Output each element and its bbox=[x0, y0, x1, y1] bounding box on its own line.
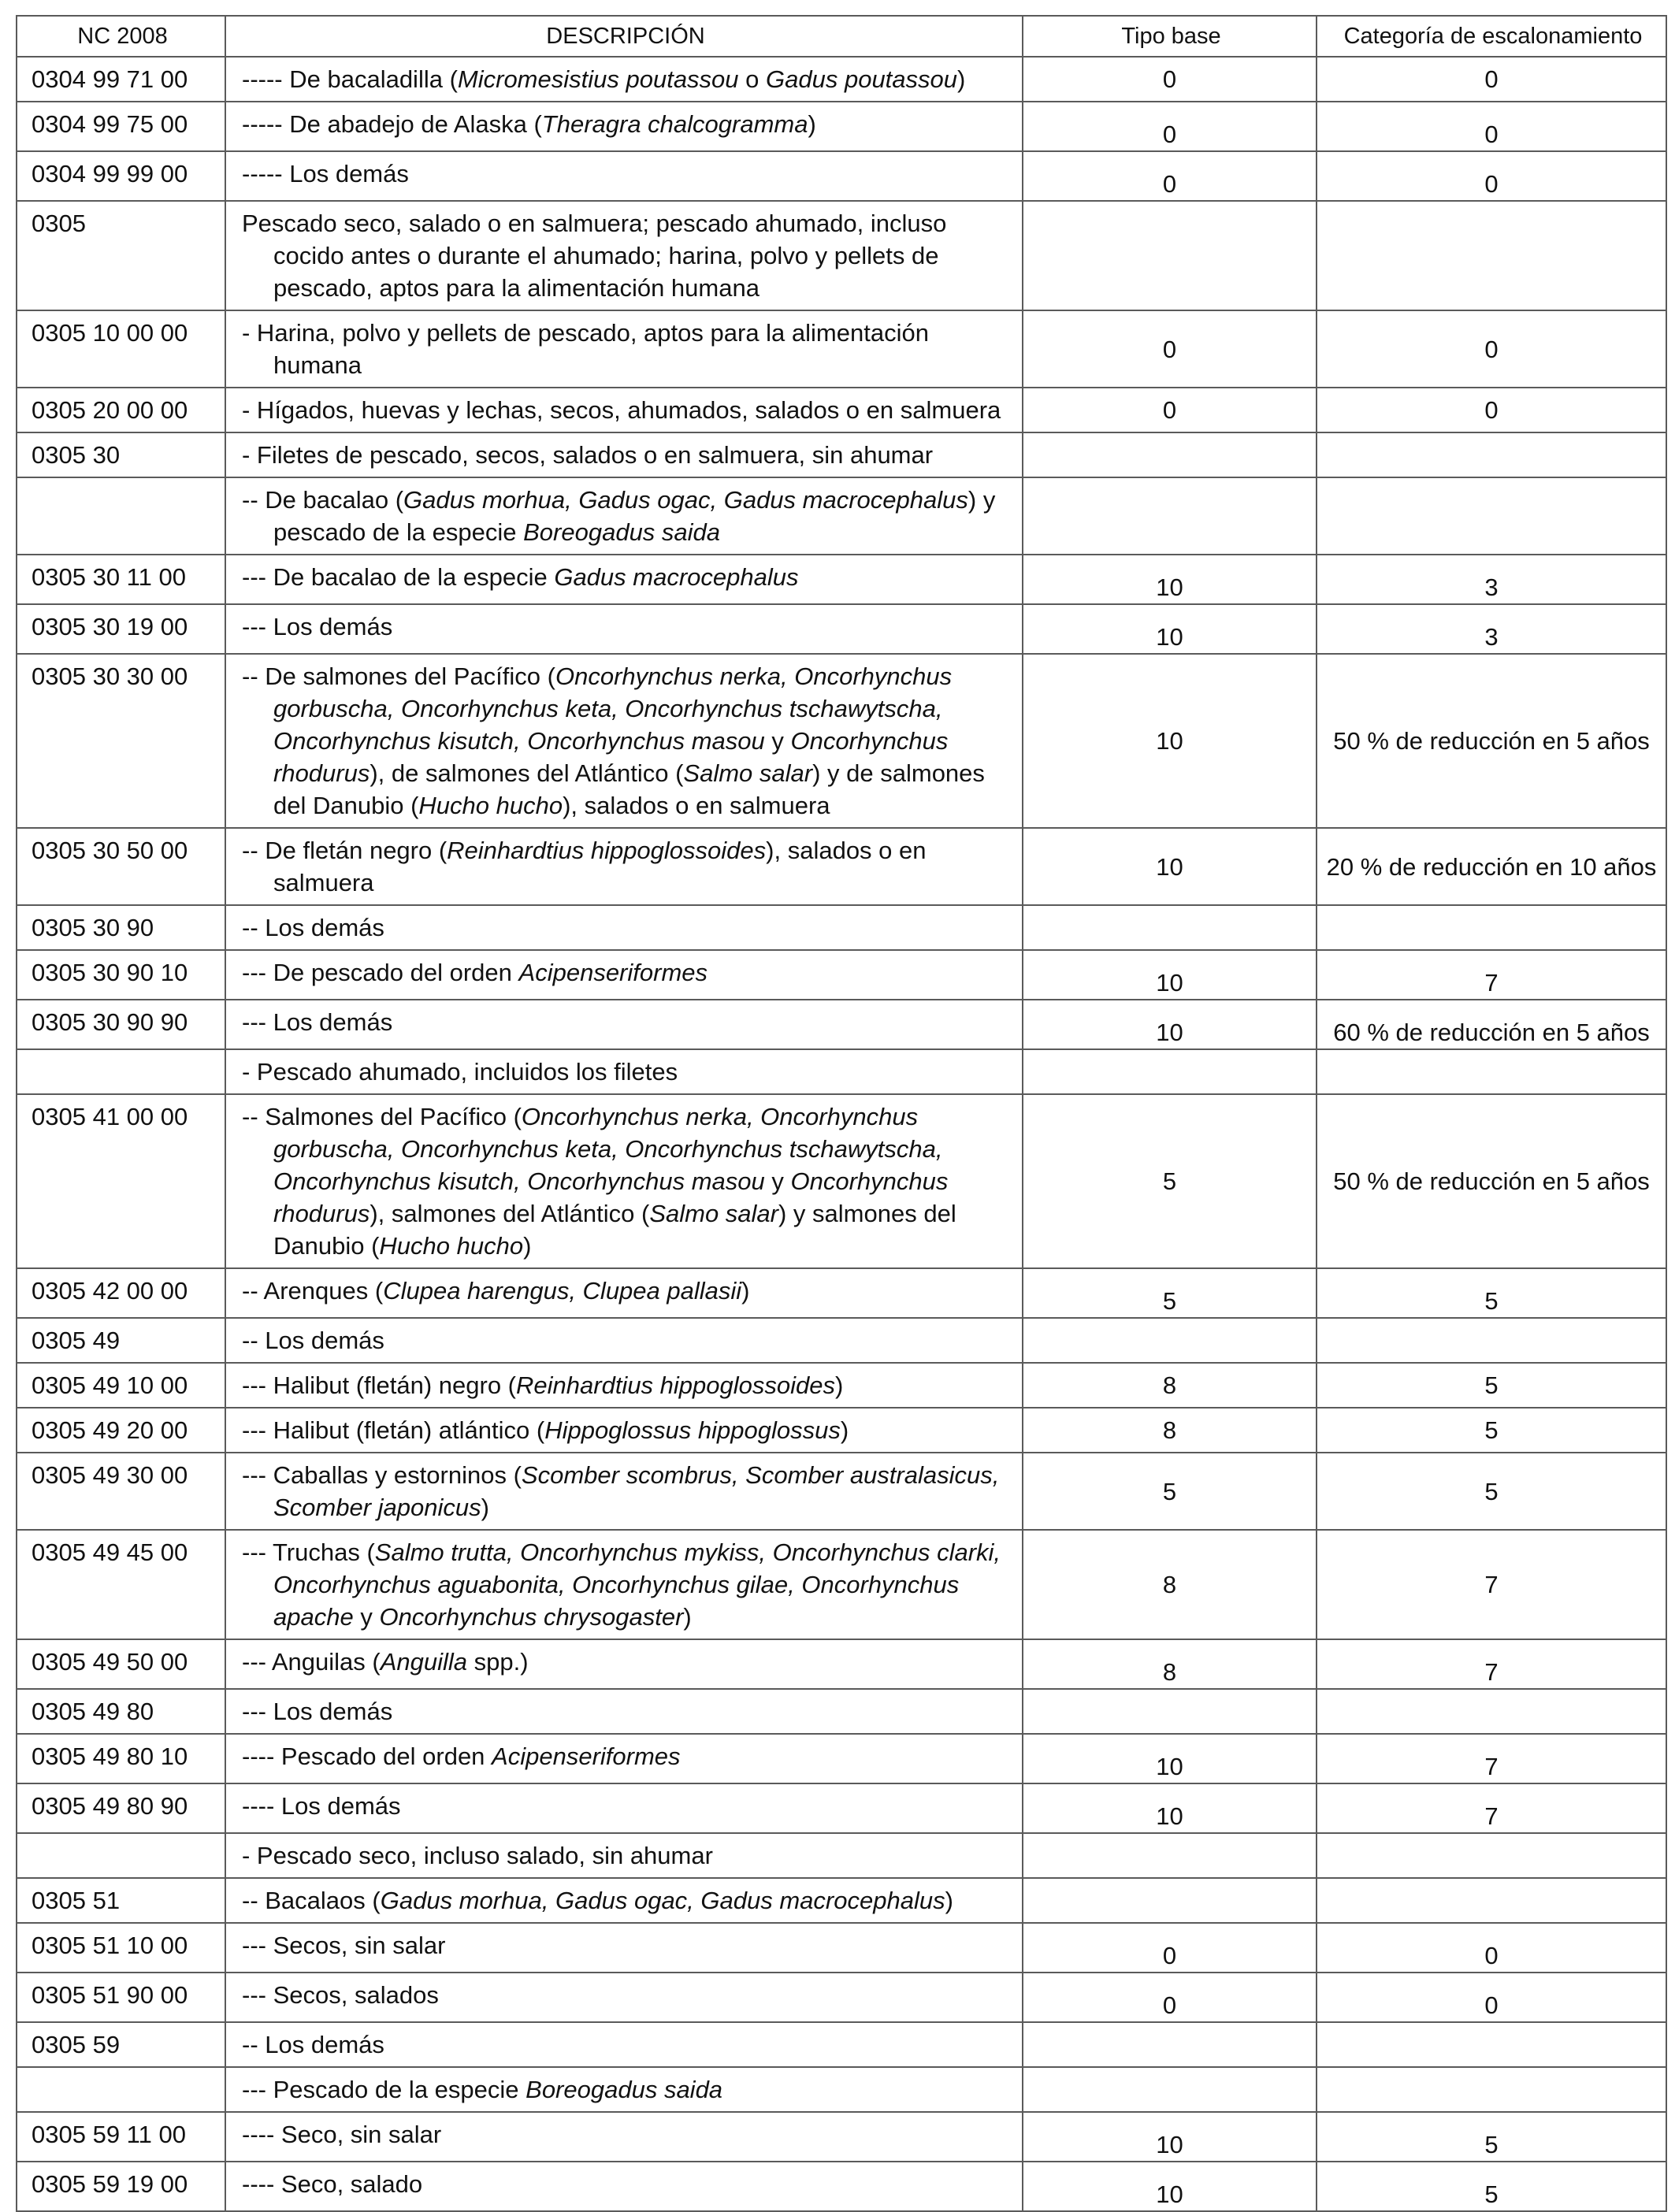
table-row bbox=[17, 432, 1666, 477]
description-cell bbox=[225, 1973, 1023, 2022]
description-cell bbox=[225, 604, 1023, 654]
staging-category-cell bbox=[1317, 2022, 1666, 2067]
description-segment: -- Los demás bbox=[242, 1327, 384, 1354]
species-name: Reinhardtius hippoglossoides bbox=[447, 837, 767, 864]
nc-code-cell: 0305 30 11 00 bbox=[17, 555, 225, 604]
description-cell bbox=[225, 2112, 1023, 2162]
nc-code-cell: 0305 49 80 bbox=[17, 1689, 225, 1734]
table-row bbox=[17, 1530, 1666, 1639]
description-text bbox=[242, 158, 1011, 190]
base-rate-cell: 10 bbox=[1023, 1783, 1317, 1833]
description-text bbox=[242, 1536, 1011, 1633]
table-row bbox=[17, 1734, 1666, 1783]
description-segment: --- De pescado del orden bbox=[242, 959, 519, 986]
table-row bbox=[17, 1000, 1666, 1049]
header-description: DESCRIPCIÓN bbox=[225, 16, 1023, 57]
nc-code-cell: 0305 bbox=[17, 201, 225, 310]
nc-code-cell: 0305 49 80 10 bbox=[17, 1734, 225, 1783]
description-cell bbox=[225, 2022, 1023, 2067]
table-header-row bbox=[17, 16, 1666, 57]
description-segment: -- Bacalaos ( bbox=[242, 1887, 381, 1914]
nc-code-cell: 0305 30 90 10 bbox=[17, 950, 225, 1000]
staging-category-cell: 5 bbox=[1317, 1453, 1666, 1530]
description-text bbox=[242, 1100, 1011, 1262]
description-text bbox=[242, 317, 1011, 381]
species-name: Theragra chalcogramma bbox=[541, 110, 808, 138]
nc-code-cell: 0305 30 50 00 bbox=[17, 828, 225, 905]
description-cell bbox=[225, 151, 1023, 201]
species-name: Boreogadus saida bbox=[523, 518, 721, 546]
species-name: Gadus poutassou bbox=[766, 65, 958, 93]
table-row bbox=[17, 1878, 1666, 1923]
base-rate-cell bbox=[1023, 2022, 1317, 2067]
species-name: Oncorhynchus chrysogaster bbox=[379, 1603, 684, 1631]
nc-code-cell: 0305 49 30 00 bbox=[17, 1453, 225, 1530]
description-text bbox=[242, 1006, 1011, 1038]
description-text bbox=[242, 1369, 1011, 1401]
description-segment: -- De salmones del Pacífico ( bbox=[242, 662, 555, 690]
description-segment: --- De bacalao de la especie bbox=[242, 563, 555, 591]
description-cell bbox=[225, 1530, 1023, 1639]
table-row bbox=[17, 950, 1666, 1000]
header-nc: NC 2008 bbox=[17, 16, 225, 57]
staging-category-cell bbox=[1317, 477, 1666, 555]
description-text bbox=[242, 611, 1011, 643]
staging-category-cell: 0 bbox=[1317, 57, 1666, 102]
base-rate-cell: 10 bbox=[1023, 555, 1317, 604]
description-segment: ---- Los demás bbox=[242, 1792, 401, 1820]
description-segment: -- De fletán negro ( bbox=[242, 837, 448, 864]
staging-category-cell bbox=[1317, 905, 1666, 950]
base-rate-cell: 5 bbox=[1023, 1094, 1317, 1268]
description-text bbox=[242, 1056, 1011, 1088]
description-cell bbox=[225, 1833, 1023, 1878]
description-segment: ) bbox=[808, 110, 816, 138]
description-cell bbox=[225, 1734, 1023, 1783]
nc-code-cell bbox=[17, 477, 225, 555]
nc-code-cell: 0305 51 90 00 bbox=[17, 1973, 225, 2022]
description-segment: ) bbox=[945, 1887, 953, 1914]
table-row bbox=[17, 1689, 1666, 1734]
description-cell bbox=[225, 1049, 1023, 1094]
nc-code-cell: 0305 49 10 00 bbox=[17, 1363, 225, 1408]
table-row bbox=[17, 555, 1666, 604]
description-cell bbox=[225, 1689, 1023, 1734]
description-segment: ) y salmones del Danubio ( bbox=[273, 1200, 956, 1260]
table-row bbox=[17, 1973, 1666, 2022]
species-name: Hippoglossus hippoglossus bbox=[544, 1416, 841, 1444]
nc-code-cell: 0305 20 00 00 bbox=[17, 388, 225, 432]
table-row bbox=[17, 604, 1666, 654]
base-rate-cell: 0 bbox=[1023, 151, 1317, 201]
description-cell bbox=[225, 102, 1023, 151]
staging-category-cell: 3 bbox=[1317, 555, 1666, 604]
description-cell bbox=[225, 57, 1023, 102]
base-rate-cell: 0 bbox=[1023, 1923, 1317, 1973]
base-rate-cell: 8 bbox=[1023, 1530, 1317, 1639]
description-cell bbox=[225, 654, 1023, 828]
description-cell bbox=[225, 432, 1023, 477]
nc-code-cell: 0305 49 20 00 bbox=[17, 1408, 225, 1453]
description-text bbox=[242, 911, 1011, 944]
base-rate-cell: 10 bbox=[1023, 604, 1317, 654]
nc-code-cell: 0304 99 75 00 bbox=[17, 102, 225, 151]
description-text bbox=[242, 1790, 1011, 1822]
description-segment: --- Pescado de la especie bbox=[242, 2076, 526, 2103]
base-rate-cell: 10 bbox=[1023, 1000, 1317, 1049]
description-segment: ) y pescado de la especie bbox=[273, 486, 996, 546]
description-segment: ) bbox=[957, 65, 966, 93]
table-row bbox=[17, 1268, 1666, 1318]
table-row bbox=[17, 57, 1666, 102]
nc-code-cell: 0305 30 bbox=[17, 432, 225, 477]
species-name: Oncorhynchus rhodurus bbox=[273, 727, 949, 787]
description-segment: --- Truchas ( bbox=[242, 1538, 375, 1566]
nc-code-cell: 0304 99 71 00 bbox=[17, 57, 225, 102]
staging-category-cell: 0 bbox=[1317, 151, 1666, 201]
description-segment: --- Anguilas ( bbox=[242, 1648, 381, 1676]
nc-code-cell: 0305 59 19 00 bbox=[17, 2162, 225, 2211]
staging-category-cell bbox=[1317, 1689, 1666, 1734]
description-text bbox=[242, 2168, 1011, 2200]
nc-code-cell: 0305 49 45 00 bbox=[17, 1530, 225, 1639]
description-cell bbox=[225, 201, 1023, 310]
description-text bbox=[242, 956, 1011, 989]
species-name: Hucho hucho bbox=[418, 792, 563, 819]
description-segment: y bbox=[353, 1603, 380, 1631]
staging-category-cell bbox=[1317, 201, 1666, 310]
base-rate-cell bbox=[1023, 1878, 1317, 1923]
staging-category-cell bbox=[1317, 1049, 1666, 1094]
species-name: Anguilla bbox=[380, 1648, 468, 1676]
header-staging-category: Categoría de escalonamiento bbox=[1317, 16, 1666, 57]
species-name: Acipenseriformes bbox=[492, 1743, 681, 1770]
description-segment: --- Halibut (fletán) negro ( bbox=[242, 1371, 517, 1399]
description-segment: ), salados o en salmuera bbox=[563, 792, 830, 819]
description-cell bbox=[225, 1453, 1023, 1530]
table-row bbox=[17, 654, 1666, 828]
description-text bbox=[242, 561, 1011, 593]
description-segment: ), salmones del Atlántico ( bbox=[370, 1200, 650, 1227]
nc-code-cell: 0305 49 50 00 bbox=[17, 1639, 225, 1689]
description-cell bbox=[225, 1318, 1023, 1363]
table-row bbox=[17, 1408, 1666, 1453]
base-rate-cell: 10 bbox=[1023, 1734, 1317, 1783]
table-row bbox=[17, 1453, 1666, 1530]
staging-category-cell: 0 bbox=[1317, 1973, 1666, 2022]
description-text bbox=[242, 660, 1011, 822]
description-text bbox=[242, 1414, 1011, 1446]
base-rate-cell: 0 bbox=[1023, 310, 1317, 388]
base-rate-cell: 10 bbox=[1023, 654, 1317, 828]
staging-category-cell: 5 bbox=[1317, 2112, 1666, 2162]
description-segment: -- Arenques ( bbox=[242, 1277, 384, 1305]
nc-code-cell: 0305 41 00 00 bbox=[17, 1094, 225, 1268]
staging-category-cell: 50 % de reducción en 5 años bbox=[1317, 654, 1666, 828]
description-cell bbox=[225, 388, 1023, 432]
species-name: Boreogadus saida bbox=[526, 2076, 723, 2103]
species-name: Gadus macrocephalus bbox=[554, 563, 799, 591]
description-text bbox=[242, 1884, 1011, 1917]
staging-category-cell: 0 bbox=[1317, 1923, 1666, 1973]
description-cell bbox=[225, 1878, 1023, 1923]
staging-category-cell: 7 bbox=[1317, 1530, 1666, 1639]
table-row bbox=[17, 828, 1666, 905]
description-segment: ---- Seco, salado bbox=[242, 2170, 423, 2198]
base-rate-cell: 10 bbox=[1023, 2162, 1317, 2211]
description-segment: ), salados o en salmuera bbox=[273, 837, 927, 896]
species-name: Scomber scombrus, Scomber australasicus, Scomber japonicus bbox=[273, 1461, 1000, 1521]
description-text bbox=[242, 2073, 1011, 2106]
description-text bbox=[242, 1695, 1011, 1728]
description-text bbox=[242, 1839, 1011, 1872]
nc-code-cell: 0305 30 30 00 bbox=[17, 654, 225, 828]
description-text bbox=[242, 207, 1011, 304]
description-cell bbox=[225, 1639, 1023, 1689]
base-rate-cell: 8 bbox=[1023, 1639, 1317, 1689]
table-body bbox=[17, 57, 1666, 2211]
description-text bbox=[242, 484, 1011, 548]
description-segment: - Pescado seco, incluso salado, sin ahumar bbox=[242, 1842, 713, 1869]
species-name: Salmo salar bbox=[649, 1200, 778, 1227]
description-text bbox=[242, 1929, 1011, 1961]
description-segment: --- Los demás bbox=[242, 1008, 393, 1036]
species-name: Oncorhynchus nerka, Oncorhynchus gorbuscha, Oncorhynchus keta, Oncorhynchus tschawytscha, Oncorhynchus kisutch, Oncorhynchus masou bbox=[273, 662, 953, 755]
description-cell bbox=[225, 555, 1023, 604]
nc-code-cell: 0305 51 10 00 bbox=[17, 1923, 225, 1973]
staging-category-cell: 0 bbox=[1317, 310, 1666, 388]
description-segment: ) bbox=[741, 1277, 750, 1305]
nc-code-cell: 0305 30 90 bbox=[17, 905, 225, 950]
description-segment: ) bbox=[523, 1232, 532, 1260]
staging-category-cell: 50 % de reducción en 5 años bbox=[1317, 1094, 1666, 1268]
table-row bbox=[17, 310, 1666, 388]
table-row bbox=[17, 1049, 1666, 1094]
description-segment: --- Secos, salados bbox=[242, 1981, 439, 2009]
description-text bbox=[242, 108, 1011, 140]
description-segment: ), de salmones del Atlántico ( bbox=[370, 759, 684, 787]
table-row bbox=[17, 201, 1666, 310]
description-cell bbox=[225, 1923, 1023, 1973]
description-segment: --- Los demás bbox=[242, 1698, 393, 1725]
staging-category-cell bbox=[1317, 1833, 1666, 1878]
description-segment: ---- Seco, sin salar bbox=[242, 2121, 442, 2148]
description-segment: ) bbox=[840, 1416, 849, 1444]
species-name: Clupea harengus, Clupea pallasii bbox=[383, 1277, 742, 1305]
table-row bbox=[17, 477, 1666, 555]
staging-category-cell bbox=[1317, 1318, 1666, 1363]
base-rate-cell: 0 bbox=[1023, 1973, 1317, 2022]
description-segment: ----- Los demás bbox=[242, 160, 409, 187]
nc-code-cell: 0305 59 11 00 bbox=[17, 2112, 225, 2162]
table-row bbox=[17, 151, 1666, 201]
description-segment: ----- De bacaladilla ( bbox=[242, 65, 458, 93]
base-rate-cell bbox=[1023, 432, 1317, 477]
description-cell bbox=[225, 477, 1023, 555]
table-row bbox=[17, 1639, 1666, 1689]
description-text bbox=[242, 63, 1011, 95]
species-name: Gadus morhua, Gadus ogac, Gadus macrocephalus bbox=[403, 486, 968, 514]
base-rate-cell: 8 bbox=[1023, 1363, 1317, 1408]
staging-category-cell: 0 bbox=[1317, 102, 1666, 151]
description-text bbox=[242, 834, 1011, 899]
description-cell bbox=[225, 828, 1023, 905]
species-name: Oncorhynchus rhodurus bbox=[273, 1167, 949, 1227]
description-cell bbox=[225, 1783, 1023, 1833]
species-name: Hucho hucho bbox=[379, 1232, 524, 1260]
base-rate-cell bbox=[1023, 1049, 1317, 1094]
header-base-rate: Tipo base bbox=[1023, 16, 1317, 57]
description-segment: ) bbox=[481, 1494, 489, 1521]
description-cell bbox=[225, 1268, 1023, 1318]
table-row bbox=[17, 102, 1666, 151]
description-cell bbox=[225, 950, 1023, 1000]
table-row bbox=[17, 1783, 1666, 1833]
description-segment: - Hígados, huevas y lechas, secos, ahumados, salados o en salmuera bbox=[242, 396, 1001, 424]
staging-category-cell: 7 bbox=[1317, 950, 1666, 1000]
nc-code-cell: 0305 49 80 90 bbox=[17, 1783, 225, 1833]
staging-category-cell: 3 bbox=[1317, 604, 1666, 654]
base-rate-cell bbox=[1023, 201, 1317, 310]
staging-category-cell: 60 % de reducción en 5 años bbox=[1317, 1000, 1666, 1049]
description-segment: ----- De abadejo de Alaska ( bbox=[242, 110, 542, 138]
nc-code-cell: 0305 51 bbox=[17, 1878, 225, 1923]
base-rate-cell bbox=[1023, 905, 1317, 950]
description-segment: y bbox=[764, 727, 791, 755]
base-rate-cell: 5 bbox=[1023, 1268, 1317, 1318]
description-text bbox=[242, 1459, 1011, 1524]
base-rate-cell: 10 bbox=[1023, 2112, 1317, 2162]
table-row bbox=[17, 1094, 1666, 1268]
description-cell bbox=[225, 1363, 1023, 1408]
staging-category-cell bbox=[1317, 2067, 1666, 2112]
table-row bbox=[17, 1318, 1666, 1363]
table-row bbox=[17, 1363, 1666, 1408]
description-segment: --- Halibut (fletán) atlántico ( bbox=[242, 1416, 545, 1444]
description-segment: --- Caballas y estorninos ( bbox=[242, 1461, 522, 1489]
staging-category-cell: 7 bbox=[1317, 1639, 1666, 1689]
description-cell bbox=[225, 905, 1023, 950]
staging-category-cell: 5 bbox=[1317, 1363, 1666, 1408]
description-segment: y bbox=[764, 1167, 791, 1195]
nc-code-cell: 0305 30 19 00 bbox=[17, 604, 225, 654]
base-rate-cell bbox=[1023, 2067, 1317, 2112]
description-segment: ) y de salmones del Danubio ( bbox=[273, 759, 985, 819]
species-name: Gadus morhua, Gadus ogac, Gadus macrocephalus bbox=[380, 1887, 945, 1914]
nc-code-cell: 0304 99 99 00 bbox=[17, 151, 225, 201]
description-segment: - Filetes de pescado, secos, salados o en salmuera, sin ahumar bbox=[242, 441, 934, 469]
base-rate-cell: 0 bbox=[1023, 57, 1317, 102]
description-segment: ) bbox=[683, 1603, 692, 1631]
species-name: Salmo trutta, Oncorhynchus mykiss, Oncorhynchus clarki, Oncorhynchus aguabonita, Oncorhynchus gilae, Oncorhynchus apache bbox=[273, 1538, 1001, 1631]
staging-category-cell: 5 bbox=[1317, 1408, 1666, 1453]
description-segment: -- Los demás bbox=[242, 2031, 384, 2058]
description-cell bbox=[225, 1000, 1023, 1049]
description-cell bbox=[225, 1408, 1023, 1453]
description-text bbox=[242, 1324, 1011, 1357]
description-cell bbox=[225, 310, 1023, 388]
description-text bbox=[242, 394, 1011, 426]
description-segment: o bbox=[738, 65, 767, 93]
base-rate-cell bbox=[1023, 1689, 1317, 1734]
description-segment: ---- Pescado del orden bbox=[242, 1743, 492, 1770]
description-text bbox=[242, 1275, 1011, 1307]
description-segment: ) bbox=[835, 1371, 844, 1399]
description-segment: -- Los demás bbox=[242, 914, 384, 941]
description-text bbox=[242, 1646, 1011, 1678]
staging-category-cell: 5 bbox=[1317, 2162, 1666, 2211]
description-text bbox=[242, 439, 1011, 471]
staging-category-cell: 20 % de reducción en 10 años bbox=[1317, 828, 1666, 905]
base-rate-cell: 8 bbox=[1023, 1408, 1317, 1453]
description-segment: - Pescado ahumado, incluidos los filetes bbox=[242, 1058, 678, 1086]
species-name: Acipenseriformes bbox=[518, 959, 708, 986]
nc-code-cell: 0305 42 00 00 bbox=[17, 1268, 225, 1318]
species-name: Oncorhynchus nerka, Oncorhynchus gorbuscha, Oncorhynchus keta, Oncorhynchus tschawytscha, Oncorhynchus kisutch, Oncorhynchus masou bbox=[273, 1103, 943, 1195]
description-segment: --- Los demás bbox=[242, 613, 393, 640]
base-rate-cell: 10 bbox=[1023, 950, 1317, 1000]
description-segment: --- Secos, sin salar bbox=[242, 1932, 446, 1959]
base-rate-cell: 0 bbox=[1023, 102, 1317, 151]
description-text bbox=[242, 2118, 1011, 2151]
table-row bbox=[17, 2067, 1666, 2112]
staging-category-cell: 0 bbox=[1317, 388, 1666, 432]
nc-code-cell bbox=[17, 1833, 225, 1878]
base-rate-cell: 0 bbox=[1023, 388, 1317, 432]
description-segment: - Harina, polvo y pellets de pescado, aptos para la alimentación humana bbox=[242, 319, 929, 379]
staging-category-cell: 7 bbox=[1317, 1734, 1666, 1783]
base-rate-cell bbox=[1023, 1318, 1317, 1363]
table-row bbox=[17, 2022, 1666, 2067]
nc-code-cell bbox=[17, 1049, 225, 1094]
description-segment: -- De bacalao ( bbox=[242, 486, 404, 514]
base-rate-cell bbox=[1023, 1833, 1317, 1878]
nc-code-cell: 0305 10 00 00 bbox=[17, 310, 225, 388]
base-rate-cell: 10 bbox=[1023, 828, 1317, 905]
staging-category-cell bbox=[1317, 432, 1666, 477]
species-name: Micromesistius poutassou bbox=[457, 65, 739, 93]
nc-code-cell: 0305 59 bbox=[17, 2022, 225, 2067]
base-rate-cell bbox=[1023, 477, 1317, 555]
nc-code-cell bbox=[17, 2067, 225, 2112]
species-name: Reinhardtius hippoglossoides bbox=[516, 1371, 835, 1399]
nc-code-cell: 0305 49 bbox=[17, 1318, 225, 1363]
description-text bbox=[242, 1740, 1011, 1772]
description-cell bbox=[225, 2067, 1023, 2112]
tariff-table bbox=[16, 15, 1667, 2212]
species-name: Salmo salar bbox=[683, 759, 813, 787]
nc-code-cell: 0305 30 90 90 bbox=[17, 1000, 225, 1049]
table-row bbox=[17, 2112, 1666, 2162]
description-segment: spp.) bbox=[467, 1648, 529, 1676]
base-rate-cell: 5 bbox=[1023, 1453, 1317, 1530]
table-row bbox=[17, 388, 1666, 432]
table-row bbox=[17, 1923, 1666, 1973]
description-text bbox=[242, 1979, 1011, 2011]
description-segment: Pescado seco, salado o en salmuera; pescado ahumado, incluso cocido antes o durante el ahumado; harina, polvo y pellets de pescado, aptos para la alimentación humana bbox=[242, 210, 947, 302]
table-row bbox=[17, 1833, 1666, 1878]
staging-category-cell bbox=[1317, 1878, 1666, 1923]
table-row bbox=[17, 905, 1666, 950]
staging-category-cell: 5 bbox=[1317, 1268, 1666, 1318]
description-segment: -- Salmones del Pacífico ( bbox=[242, 1103, 522, 1130]
description-text bbox=[242, 2028, 1011, 2061]
description-cell bbox=[225, 1094, 1023, 1268]
staging-category-cell: 7 bbox=[1317, 1783, 1666, 1833]
